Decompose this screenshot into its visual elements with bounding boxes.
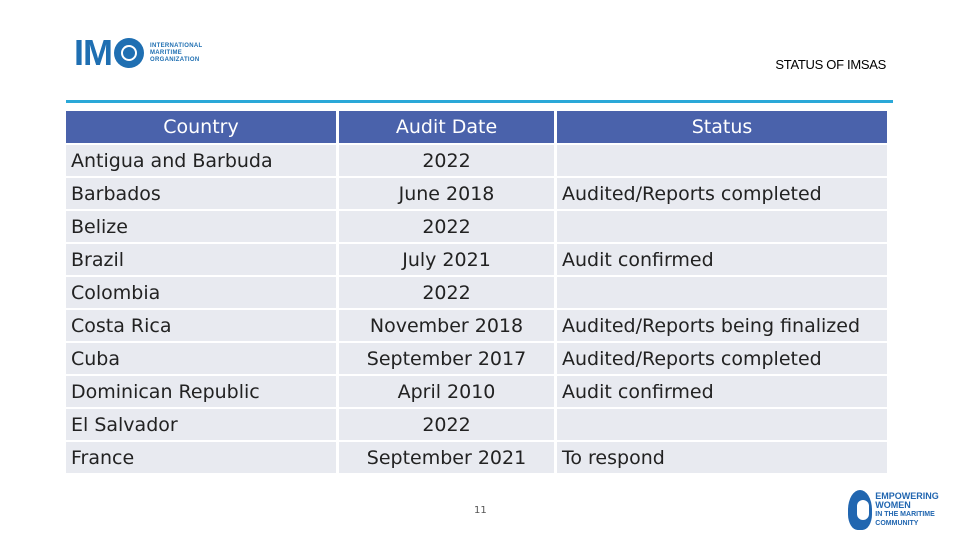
page-number: 11	[474, 505, 487, 516]
badge-emblem-icon	[848, 490, 872, 530]
cell-status	[557, 211, 887, 244]
cell-audit-date: July 2021	[339, 244, 554, 277]
imo-logo	[74, 32, 210, 73]
cell-audit-date: 2022	[339, 409, 554, 442]
column-header-audit-date: Audit Date	[339, 111, 554, 145]
cell-audit-date: 2022	[339, 145, 554, 178]
cell-country: Dominican Republic	[66, 376, 336, 409]
header-divider	[66, 100, 893, 103]
cell-status: Audited/Reports completed	[557, 343, 887, 376]
cell-country: Costa Rica	[66, 310, 336, 343]
cell-country: Belize	[66, 211, 336, 244]
cell-audit-date: 2022	[339, 211, 554, 244]
table-row	[66, 178, 887, 211]
empowering-women-badge	[848, 487, 960, 532]
table-row	[66, 244, 887, 277]
badge-text	[875, 492, 960, 528]
imo-logo-mark	[74, 32, 144, 73]
cell-audit-date: September 2017	[339, 343, 554, 376]
cell-status	[557, 409, 887, 442]
badge-line: EMPOWERING WOMEN	[875, 490, 939, 510]
table-row	[66, 409, 887, 442]
cell-country: Cuba	[66, 343, 336, 376]
imo-logo-letters: IM	[74, 32, 112, 73]
imo-logo-line: INTERNATIONAL	[150, 42, 203, 49]
imo-logo-line: MARITIME	[150, 49, 183, 56]
table-row	[66, 145, 887, 178]
cell-status: To respond	[557, 442, 887, 475]
cell-audit-date: 2022	[339, 277, 554, 310]
column-header-status: Status	[557, 111, 887, 145]
cell-status	[557, 277, 887, 310]
slide-title: STATUS OF IMSAS	[775, 57, 886, 72]
table-row	[66, 310, 887, 343]
imo-logo-text	[150, 43, 210, 64]
cell-country: Antigua and Barbuda	[66, 145, 336, 178]
cell-audit-date: November 2018	[339, 310, 554, 343]
table-row	[66, 376, 887, 409]
globe-icon	[114, 38, 144, 68]
cell-country: Brazil	[66, 244, 336, 277]
badge-line: IN THE MARITIME COMMUNITY	[875, 510, 935, 527]
table-row	[66, 277, 887, 310]
imo-logo-line: ORGANIZATION	[150, 56, 200, 63]
cell-status: Audit confirmed	[557, 244, 887, 277]
column-header-country: Country	[66, 111, 336, 145]
cell-audit-date: April 2010	[339, 376, 554, 409]
cell-audit-date: June 2018	[339, 178, 554, 211]
cell-status: Audit confirmed	[557, 376, 887, 409]
cell-country: Barbados	[66, 178, 336, 211]
table-row	[66, 442, 887, 475]
cell-country: Colombia	[66, 277, 336, 310]
cell-audit-date: September 2021	[339, 442, 554, 475]
table-row	[66, 343, 887, 376]
table-row	[66, 211, 887, 244]
cell-country: El Salvador	[66, 409, 336, 442]
status-table	[63, 111, 890, 475]
table-header-row	[66, 111, 887, 145]
cell-status	[557, 145, 887, 178]
cell-status: Audited/Reports being finalized	[557, 310, 887, 343]
cell-country: France	[66, 442, 336, 475]
table-body	[66, 145, 887, 475]
cell-status: Audited/Reports completed	[557, 178, 887, 211]
